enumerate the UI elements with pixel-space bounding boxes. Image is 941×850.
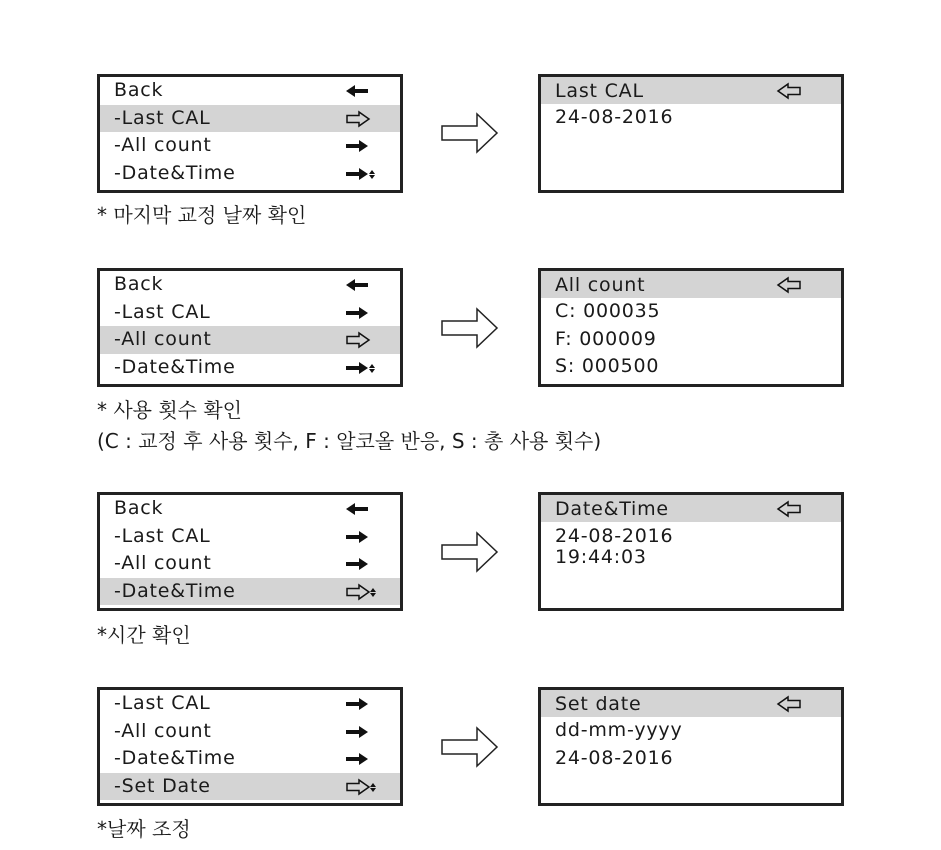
result-screen-date-time (538, 492, 844, 611)
menu-item-label: -Last CAL (114, 692, 211, 714)
menu-item-label: -All count (114, 328, 212, 350)
menu-screen-all-count (97, 268, 403, 387)
menu-item-label: -Date&Time (114, 355, 236, 378)
menu-screen-last-cal (97, 74, 403, 193)
menu-item-label: -Date&Time (114, 161, 236, 184)
result-title: All count (555, 274, 646, 296)
menu-item-label: -Date&Time (114, 747, 236, 769)
menu-item-all-count[interactable] (100, 550, 400, 578)
menu-item-label: Back (114, 79, 164, 101)
menu-item-label: -Last CAL (114, 524, 211, 547)
result-title-bar (541, 271, 841, 298)
menu-item-back[interactable] (100, 271, 400, 299)
menu-item-date-time[interactable] (100, 160, 400, 188)
note-last-cal: * 마지막 교정 날짜 확인 (97, 203, 307, 227)
menu-item-label: -Set Date (114, 774, 211, 797)
menu-screen-set-date (97, 687, 403, 806)
menu-item-label: -All count (114, 719, 212, 742)
menu-item-last-cal[interactable] (100, 105, 400, 133)
note-all-count-legend: (C : 교정 후 사용 횟수, F : 알코올 반응, S : 총 사용 횟수) (97, 429, 602, 453)
result-title: Set date (555, 693, 642, 715)
menu-item-label: Back (114, 497, 164, 519)
result-title-bar (541, 495, 841, 522)
menu-item-date-time[interactable] (100, 578, 400, 606)
menu-item-label: -Date&Time (114, 579, 236, 602)
result-title: Date&Time (555, 498, 669, 520)
result-line: C: 000035 (555, 300, 661, 322)
note-date-time: *시간 확인 (97, 623, 191, 647)
result-screen-last-cal (538, 74, 844, 193)
result-line: F: 000009 (555, 327, 657, 350)
result-screen-set-date (538, 687, 844, 806)
note-set-date: *날짜 조정 (97, 817, 191, 841)
result-date: 24-08-2016 (555, 746, 674, 769)
menu-item-all-count[interactable] (100, 132, 400, 160)
result-title: Last CAL (555, 80, 644, 102)
note-all-count: * 사용 횟수 확인 (97, 398, 242, 422)
menu-item-set-date[interactable] (100, 773, 400, 801)
menu-item-last-cal[interactable] (100, 299, 400, 327)
result-date: 24-08-2016 (555, 525, 674, 547)
result-line: S: 000500 (555, 355, 660, 377)
menu-item-all-count[interactable] (100, 326, 400, 354)
menu-item-date-time[interactable] (100, 745, 400, 773)
result-line: 24-08-2016 (555, 106, 674, 128)
menu-item-date-time[interactable] (100, 354, 400, 382)
menu-item-back[interactable] (100, 77, 400, 105)
result-arrow-icon (440, 306, 500, 350)
result-screen-all-count (538, 268, 844, 387)
result-arrow-icon (440, 111, 500, 155)
menu-screen-date-time (97, 492, 403, 611)
result-time: 19:44:03 (555, 546, 647, 568)
menu-item-label: -All count (114, 552, 212, 574)
menu-item-label: -Last CAL (114, 300, 211, 323)
menu-item-label: -All count (114, 134, 212, 156)
result-title-bar (541, 77, 841, 104)
menu-item-last-cal[interactable] (100, 523, 400, 551)
menu-item-label: Back (114, 273, 164, 295)
result-title-bar (541, 690, 841, 717)
menu-item-all-count[interactable] (100, 718, 400, 746)
result-arrow-icon (440, 530, 500, 574)
menu-item-back[interactable] (100, 495, 400, 523)
menu-item-last-cal[interactable] (100, 690, 400, 718)
menu-item-label: -Last CAL (114, 106, 211, 129)
result-arrow-icon (440, 725, 500, 769)
result-format: dd-mm-yyyy (555, 719, 683, 741)
